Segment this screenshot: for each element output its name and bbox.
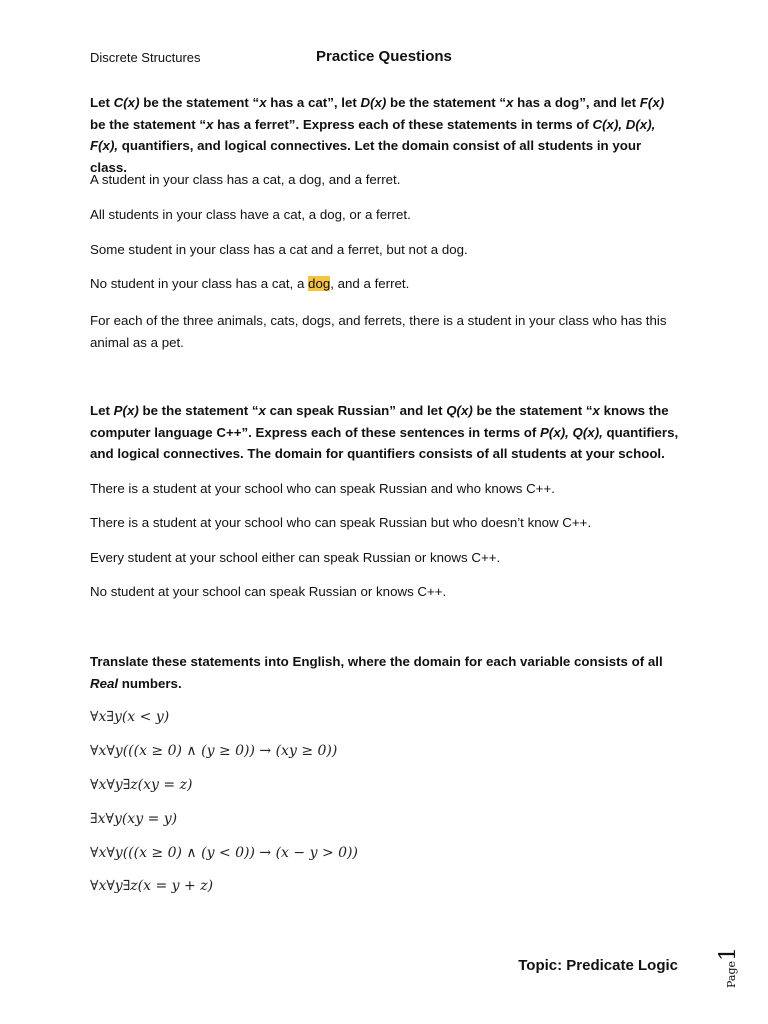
section3-intro: Translate these statements into English, where the domain for each variable consists of all Real numbers. [90,654,663,691]
formula-2: ∀x∀y(((x ≥ 0) ∧ (y ≥ 0)) → (xy ≥ 0)) [90,743,338,759]
section1-question-5: For each of the three animals, cats, dogs, and ferrets, there is a student in your class who has this animal as a pet. [90,313,667,350]
page-label: Page [725,960,738,988]
formula-5: ∀x∀y(((x ≥ 0) ∧ (y < 0)) → (x − y > 0)) [90,845,358,861]
page-number: 1 [716,946,741,961]
section2-question-3: Every student at your school either can speak Russian or knows C++. [90,550,501,565]
formula-1: ∀x∃y(x < y) [90,709,170,725]
section1-question-4: No student in your class has a cat, a dog, and a ferret. [90,276,410,291]
section2-question-1: There is a student at your school who can speak Russian and who knows C++. [90,481,555,496]
section2-question-4: No student at your school can speak Russian or knows C++. [90,584,447,599]
section1-question-3: Some student in your class has a cat and a ferret, but not a dog. [90,242,468,257]
page-number-block [716,928,742,988]
formula-3: ∀x∀y∃z(xy = z) [90,777,193,793]
highlighted-word: dog [308,276,331,291]
topic-label: Topic: Predicate Logic [518,957,678,974]
section2-question-2: There is a student at your school who can speak Russian but who doesn’t know C++. [90,515,592,530]
page-title: Practice Questions [316,48,452,65]
section1-question-1: A student in your class has a cat, a dog, and a ferret. [90,172,401,187]
formula-6: ∀x∀y∃z(x = y + z) [90,878,214,894]
section2-intro: Let P(x) be the statement “x can speak Russian” and let Q(x) be the statement “x knows the computer language C++”. Express each of these sentences in terms of P(x), Q(x), quantifiers, and logical connectives. The domain for quantifiers consists of all students at your school. [90,403,679,461]
section1-intro: Let C(x) be the statement “x has a cat”, let D(x) be the statement “x has a dog”, and let F(x) be the statement “x has a ferret”. Express each of these statements in terms of C(x), D(x), F(x), quantifiers, and logical connectives. Let the domain consist of all students in your class. [90,95,665,175]
section1-question-2: All students in your class have a cat, a dog, or a ferret. [90,207,411,222]
course-name: Discrete Structures [90,50,201,65]
formula-4: ∃x∀y(xy = y) [90,811,178,827]
